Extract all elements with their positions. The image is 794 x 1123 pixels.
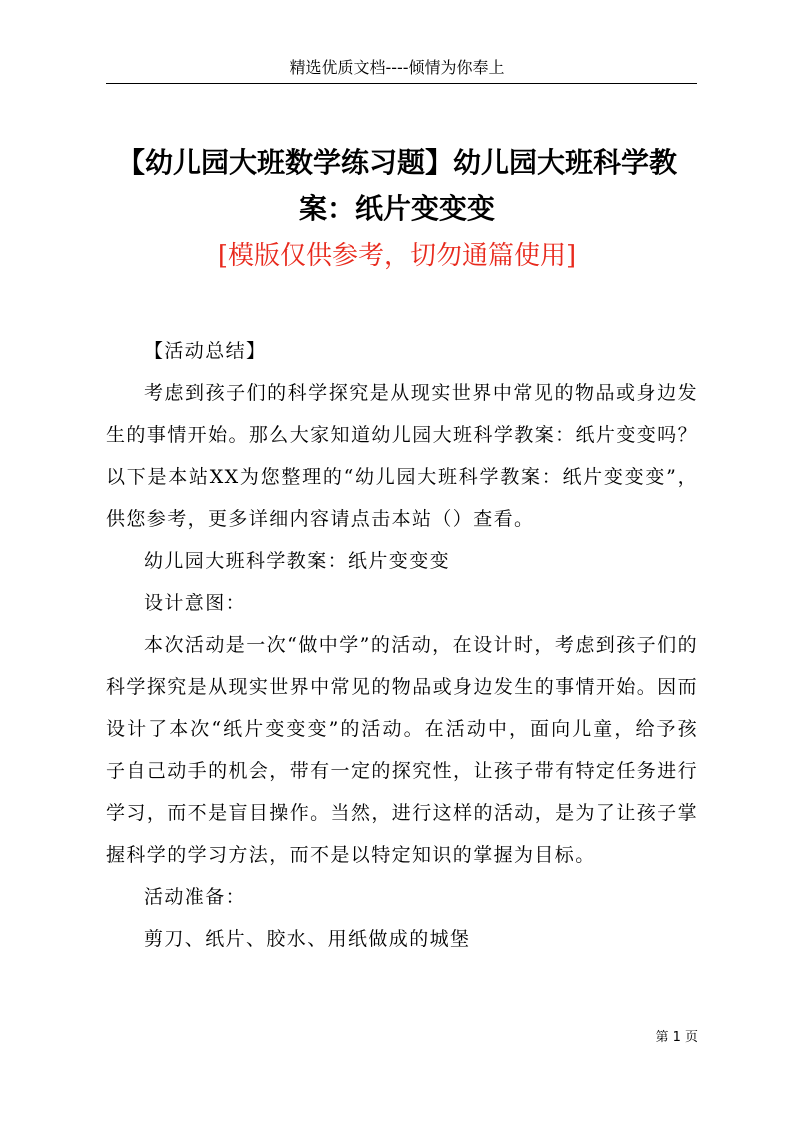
paragraph: 剪刀、纸片、胶水、用纸做成的城堡 — [144, 928, 471, 950]
document-body — [106, 330, 698, 960]
page-header: 精选优质文档----倾情为你奉上 — [289, 58, 505, 77]
paragraph: 活动准备： — [144, 886, 247, 908]
paragraph: 本次活动是一次“做中学”的活动，在设计时，考虑到孩子们的科学探究是从现实世界中常见的物品或身边发生的事情开始。因而设计了本次“纸片变变变”的活动。在活动中，面向儿童，给予孩子自己动手的机会，带有一定的探究性，让孩子带有特定任务进行学习，而不是盲目操作。当然，进行这样的活动，是为了让孩子掌握科学的学习方法，而不是以特定知识的掌握为目标。 — [106, 634, 698, 866]
page-number: 第 1 页 — [655, 1030, 698, 1045]
header-divider — [106, 83, 697, 84]
document-subtitle: [模版仅供参考，切勿通篇使用] — [217, 241, 577, 271]
document-title: 【幼儿园大班数学练习题】幼儿园大班科学教案：纸片变变变 — [116, 146, 677, 225]
paragraph: 幼儿园大班科学教案：纸片变变变 — [144, 550, 451, 572]
paragraph: 考虑到孩子们的科学探究是从现实世界中常见的物品或身边发生的事情开始。那么大家知道幼儿园大班科学教案：纸片变变吗？以下是本站XX为您整理的“幼儿园大班科学教案：纸片变变变”，供您参考，更多详细内容请点击本站（）查看。 — [106, 382, 698, 530]
paragraph: 【活动总结】 — [144, 340, 267, 362]
paragraph: 设计意图： — [144, 592, 247, 614]
